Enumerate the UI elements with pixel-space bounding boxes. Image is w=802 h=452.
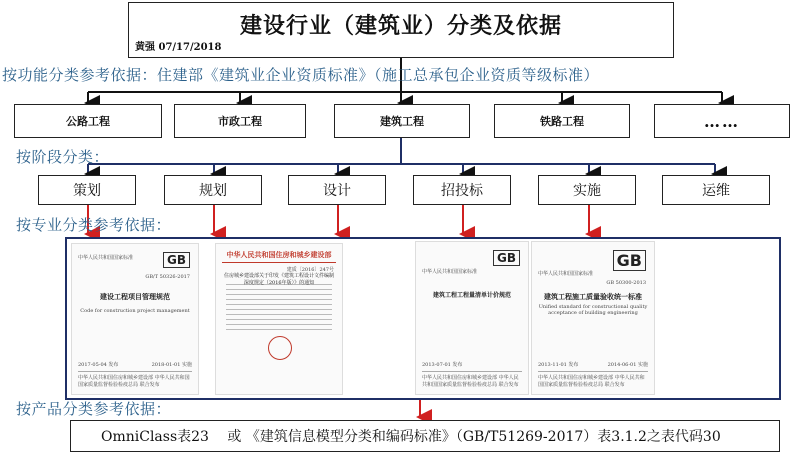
category-highway: 公路工程 — [14, 104, 162, 138]
design-notice-doc: 中华人民共和国住房和城乡建设部 建质〔2016〕247号 住房城乡建设部关于印发《建筑工程设计文件编制深度规定（2016年版）》的通知 — [215, 243, 343, 395]
standard-doc-bidding: GB 中华人民共和国国家标准 建筑工程工程量清单计价规范 2013-07-01 发布 中华人民共和国住房和城乡建设部 中华人民共和国国家质量监督检验检疫总局 联合发布 — [415, 241, 529, 395]
title-box — [128, 2, 674, 58]
profession-label: 按专业分类参考依据： — [16, 216, 172, 234]
stage-construction: 实施 — [538, 175, 636, 205]
category-building: 建筑工程 — [334, 104, 470, 138]
product-classification-box: OmniClass表23 或 《建筑信息模型分类和编码标准》（GB/T51269-2017）表3.1.2之表代码30 — [70, 420, 780, 452]
gb-logo-icon: GB — [493, 250, 520, 266]
diagram-title: 建设行业（建筑业）分类及依据 — [239, 13, 562, 39]
stage-label: 按阶段分类： — [16, 148, 110, 166]
standard-doc-project-management: GB 中华人民共和国国家标准 GB/T 50326-2017 建设工程项目管理规范 Code for construction project management 2017-05-04 发布 2018-01-01 实施 中华人民共和国住房和城乡建设部 中华人民共和国国家质量监督检验检疫总局 联合发布 — [71, 243, 199, 395]
red-seal-icon — [268, 336, 292, 360]
notice-body — [226, 280, 332, 330]
stage-design: 设计 — [288, 175, 386, 205]
gb-logo-icon: GB — [613, 250, 646, 271]
standards-frame — [65, 237, 781, 400]
stage-planning: 策划 — [38, 175, 136, 205]
category-more: …… — [654, 104, 790, 138]
stage-layout: 规划 — [164, 175, 262, 205]
function-label: 按功能分类参考依据：住建部《建筑业企业资质标准》（施工总承包企业资质等级标准） — [2, 66, 600, 84]
gb-logo-icon: GB — [163, 252, 190, 268]
product-label: 按产品分类参考依据： — [16, 400, 172, 418]
standard-doc-quality-acceptance: GB 中华人民共和国国家标准 GB 50300-2013 建筑工程施工质量验收统一标准 Unified standard for constructional quality acceptance of building engineering 2013-11-01 发布 2014-06-01 实施 中华人民共和国住房和城乡建设部 中华人民共和国国家质量监督检验检疫总局 联合发布 — [531, 241, 655, 395]
stage-operation: 运维 — [662, 175, 770, 205]
category-railway: 铁路工程 — [494, 104, 630, 138]
stage-bidding: 招投标 — [413, 175, 511, 205]
author-date: 黄强 07/17/2018 — [135, 42, 222, 53]
category-municipal: 市政工程 — [174, 104, 306, 138]
